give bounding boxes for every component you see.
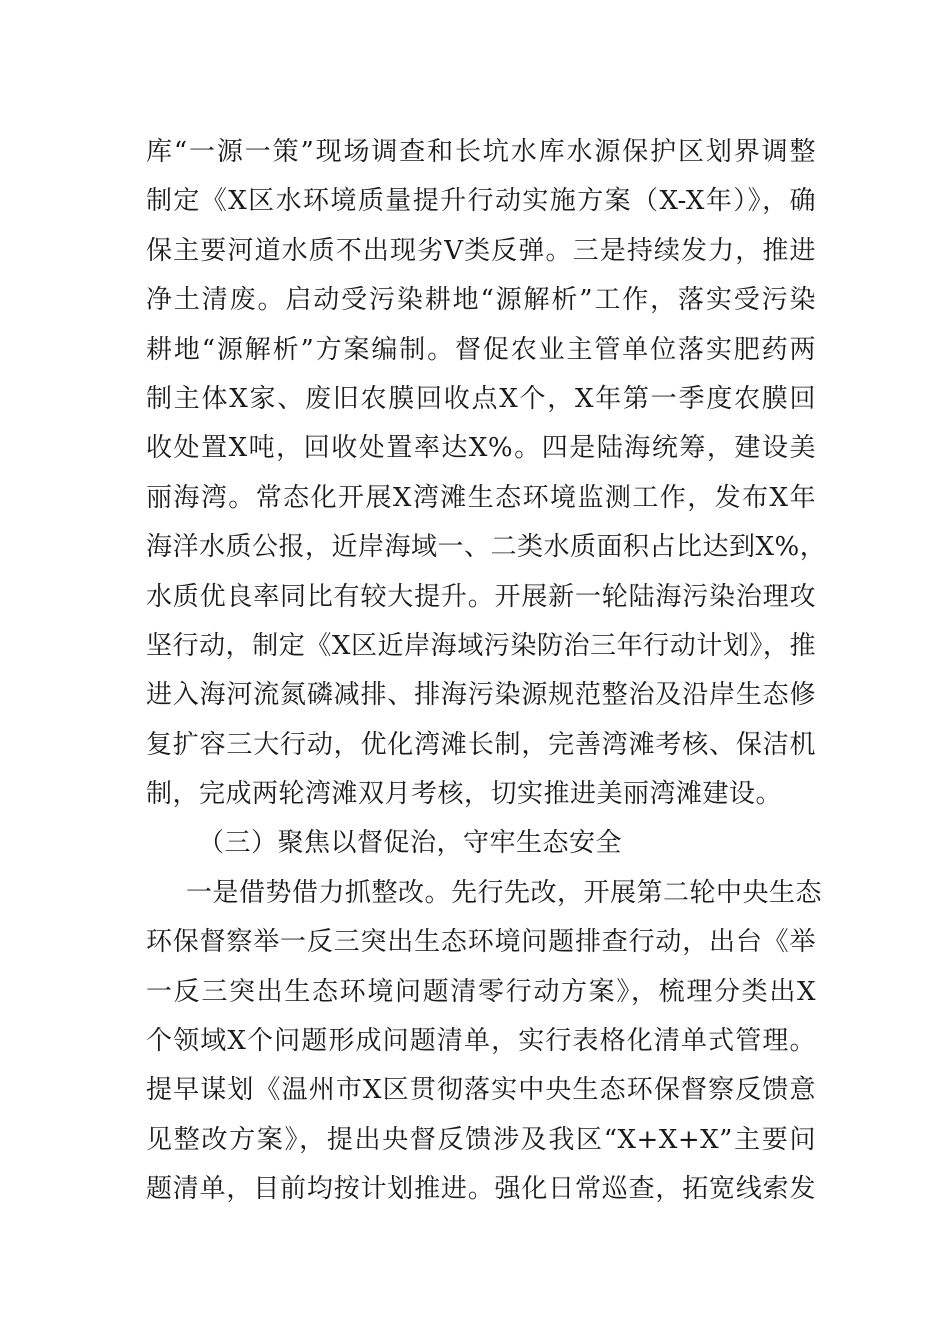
text-line: 环保督察举一反三突出生态环境问题排查行动，出台《举: [146, 927, 816, 958]
text-line: 水质优良率同比有较大提升。开展新一轮陆海污染治理攻: [146, 581, 816, 612]
text-line: 库“一源一策”现场调查和长坑水库水源保护区划界调整: [146, 137, 816, 167]
text-line: 保主要河道水质不出现劣Ⅴ类反弹。三是持续发力，推进: [146, 235, 816, 266]
text-line: 见整改方案》，提出央督反馈涉及我区“X+X+X”主要问: [146, 1124, 816, 1155]
text-line: 复扩容三大行动，优化湾滩长制，完善湾滩考核、保洁机: [146, 729, 816, 760]
section-heading: （三）聚焦以督促治，守牢生态安全: [198, 828, 623, 859]
text-line: 制主体X家、废旧农膜回收点X个，X年第一季度农膜回: [146, 383, 816, 414]
text-line: 丽海湾。常态化开展X湾滩生态环境监测工作，发布X年: [146, 482, 816, 513]
text-line: 收处置X吨，回收处置率达X%。四是陆海统筹，建设美: [146, 433, 816, 464]
text-line: 题清单，目前均按计划推进。强化日常巡查，拓宽线索发: [146, 1174, 816, 1205]
text-line: 海洋水质公报，近岸海域一、二类水质面积占比达到X%，: [146, 532, 827, 563]
text-line: 坚行动，制定《X区近岸海域污染防治三年行动计划》，推: [146, 630, 816, 661]
paragraph-first-line: 一是借势借力抓整改。先行先改，开展第二轮中央生态: [186, 877, 823, 908]
paragraph-last-line: 制，完成两轮湾滩双月考核，切实推进美丽湾滩建设。: [146, 779, 783, 810]
text-line: 进入海河流氮磷减排、排海污染源规范整治及沿岸生态修: [146, 680, 816, 711]
text-line: 净土清废。启动受污染耕地“源解析”工作，落实受污染: [146, 285, 816, 316]
text-line: 个领域X个问题形成问题清单，实行表格化清单式管理。: [146, 1026, 816, 1057]
text-line: 耕地“源解析”方案编制。督促农业主管单位落实肥药两: [146, 334, 816, 365]
text-line: 提早谋划《温州市X区贯彻落实中央生态环保督察反馈意: [146, 1075, 816, 1106]
body-text: [146, 128, 827, 1215]
text-line: 制定《X区水环境质量提升行动实施方案（X-X年）》，确: [146, 186, 816, 217]
text-line: 一反三突出生态环境问题清零行动方案》，梳理分类出X: [146, 976, 816, 1007]
